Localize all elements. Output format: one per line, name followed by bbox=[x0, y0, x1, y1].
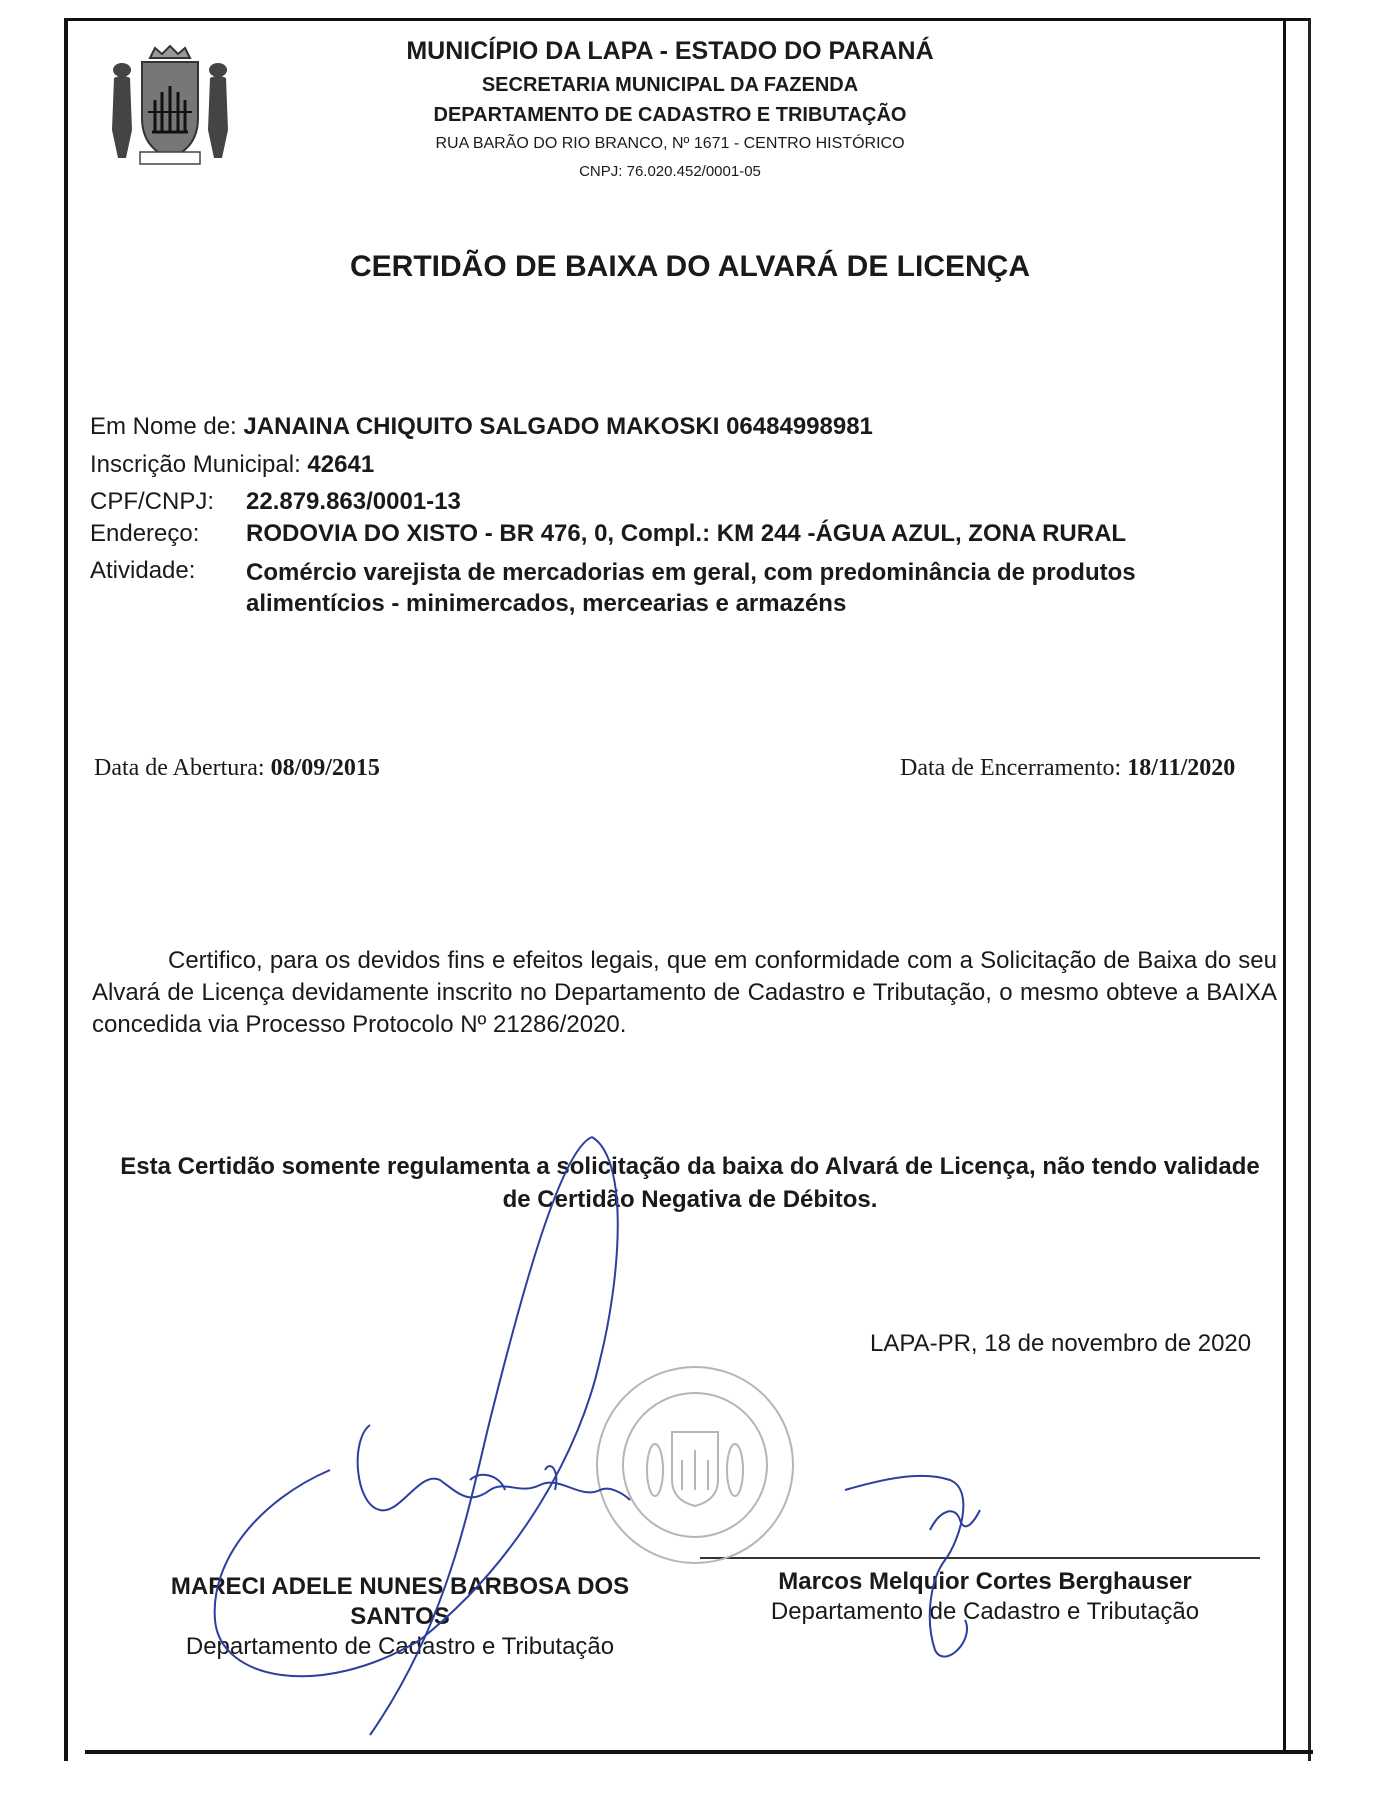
document-border-right bbox=[1283, 20, 1286, 1752]
certification-text: Certifico, para os devidos fins e efeitos legais, que em conformidade com a Solicitação de Baixa do seu Alvará de Licença devidamente inscrito no Departamento de Cadastro e Tributação, o mesmo obteve a BAIXA concedida via Processo Protocolo Nº 21286/2020. bbox=[92, 947, 1277, 1038]
signature-block-1 bbox=[130, 1572, 670, 1662]
cpf-label: CPF/CNPJ: bbox=[90, 488, 215, 515]
department-header: DEPARTAMENTO DE CADASTRO E TRIBUTAÇÃO bbox=[433, 104, 907, 126]
registration-value: 42641 bbox=[307, 451, 375, 478]
address-value: RODOVIA DO XISTO - BR 476, 0, Compl.: KM 244 -ÁGUA AZUL, ZONA RURAL bbox=[246, 520, 1127, 547]
signatory-department-2: Departamento de Cadastro e Tributação bbox=[770, 1598, 1200, 1625]
document-title: CERTIDÃO DE BAIXA DO ALVARÁ DE LICENÇA bbox=[349, 250, 1030, 283]
opening-date bbox=[94, 755, 380, 782]
place-and-date: LAPA-PR, 18 de novembro de 2020 bbox=[870, 1330, 1252, 1357]
signature-line bbox=[700, 1557, 1260, 1559]
activity-field bbox=[90, 557, 1240, 617]
cnpj-line: CNPJ: 76.020.452/0001-05 bbox=[579, 163, 761, 180]
certification-paragraph bbox=[92, 945, 1277, 1041]
validity-notice: Esta Certidão somente regulamenta a solicitação da baixa do Alvará de Licença, não tendo validade de Certidão Negativa de Débitos. bbox=[120, 1153, 1260, 1213]
registration-field bbox=[90, 451, 374, 479]
signatory-name-1: MARECI ADELE NUNES BARBOSA DOS SANTOS bbox=[170, 1573, 630, 1630]
document-border-bottom bbox=[85, 1750, 1313, 1754]
registration-label: Inscrição Municipal: bbox=[90, 451, 301, 478]
opening-date-label: Data de Abertura: bbox=[94, 755, 265, 781]
cpf-field bbox=[90, 488, 461, 516]
name-label: Em Nome de: bbox=[90, 413, 237, 440]
address-field bbox=[90, 520, 1127, 548]
closing-date bbox=[900, 755, 1235, 782]
municipality-header: MUNICÍPIO DA LAPA - ESTADO DO PARANÁ bbox=[406, 37, 934, 65]
address-line: RUA BARÃO DO RIO BRANCO, Nº 1671 - CENTRO HISTÓRICO bbox=[435, 135, 905, 152]
address-label: Endereço: bbox=[90, 520, 200, 547]
signature-block-2 bbox=[720, 1567, 1250, 1627]
name-value: JANAINA CHIQUITO SALGADO MAKOSKI 06484998981 bbox=[243, 413, 873, 440]
coat-of-arms-icon bbox=[100, 40, 240, 170]
cpf-value: 22.879.863/0001-13 bbox=[246, 488, 461, 515]
opening-date-value: 08/09/2015 bbox=[270, 755, 380, 781]
closing-date-value: 18/11/2020 bbox=[1127, 755, 1236, 781]
name-field bbox=[90, 413, 873, 441]
signatory-department-1: Departamento de Cadastro e Tributação bbox=[185, 1633, 615, 1660]
closing-date-label: Data de Encerramento: bbox=[900, 755, 1122, 781]
activity-value: Comércio varejista de mercadorias em geral, com predominância de produtos alimentícios - minimercados, mercearias e armazéns bbox=[246, 559, 1136, 617]
activity-label: Atividade: bbox=[90, 557, 196, 584]
signatory-name-2: Marcos Melquior Cortes Berghauser bbox=[778, 1568, 1192, 1595]
secretariat-header: SECRETARIA MUNICIPAL DA FAZENDA bbox=[481, 74, 859, 96]
